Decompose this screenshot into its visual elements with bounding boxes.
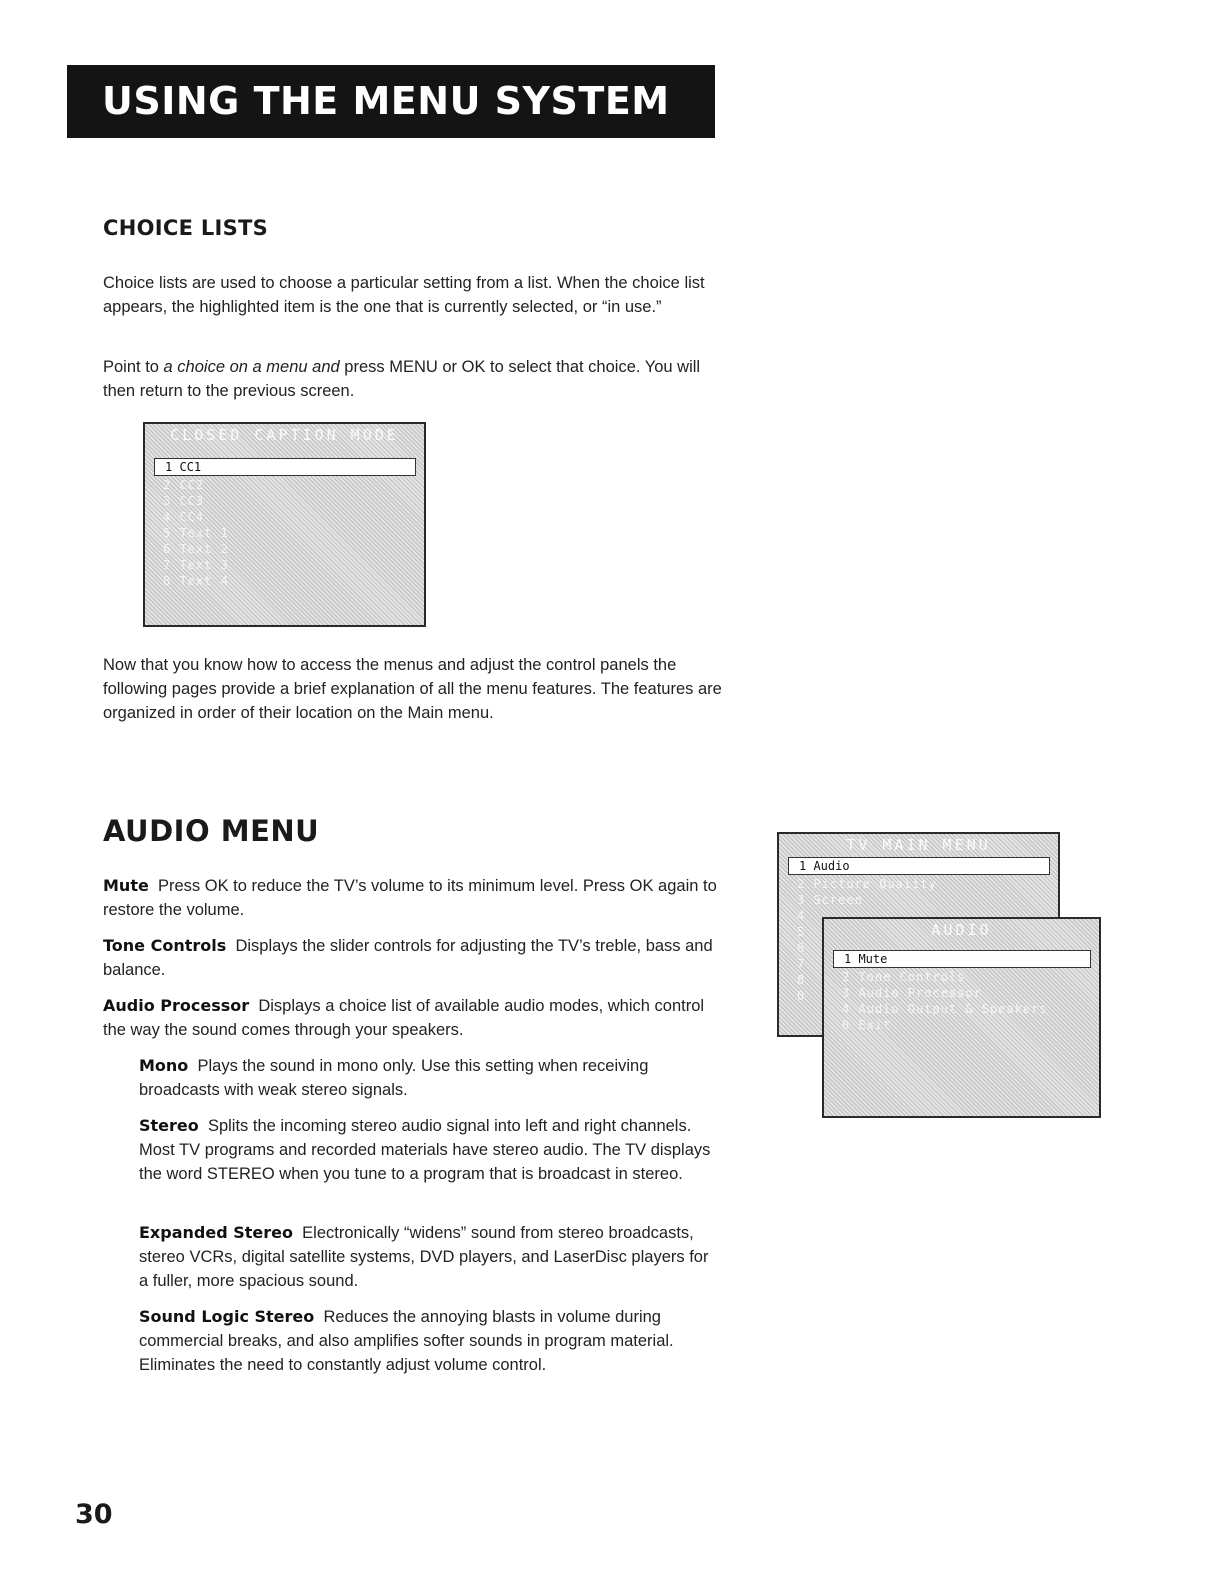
audio-submenu-screen bbox=[822, 917, 1101, 1118]
term-label: Expanded Stereo bbox=[139, 1223, 293, 1242]
audio-screen-option[interactable]: 4 Audio Output & Speakers bbox=[842, 1002, 1048, 1016]
audio-screen-option[interactable]: 3 Audio Processor bbox=[842, 986, 982, 1000]
main-menu-option[interactable]: 8 bbox=[797, 973, 806, 987]
main-menu-title: TV MAIN MENU bbox=[846, 836, 991, 854]
audio-sub-stereo bbox=[139, 1114, 719, 1186]
cc-option[interactable]: 2 CC2 bbox=[163, 478, 205, 492]
term-label: Tone Controls bbox=[103, 936, 227, 955]
closed-caption-screen bbox=[143, 422, 426, 627]
audio-item-mute bbox=[103, 874, 723, 922]
para2-italic: a choice on a menu and bbox=[163, 358, 340, 376]
main-menu-option[interactable]: 0 bbox=[797, 989, 806, 1003]
audio-item-tone-controls bbox=[103, 934, 723, 982]
cc-option[interactable]: 6 Text 2 bbox=[163, 542, 229, 556]
cc-selected-item[interactable]: 1 CC1 bbox=[154, 458, 416, 476]
audio-sub-mono bbox=[139, 1054, 719, 1102]
main-menu-option[interactable]: 2 Picture Quality bbox=[797, 877, 937, 891]
term-label: Mute bbox=[103, 876, 149, 895]
cc-option[interactable]: 5 Text 1 bbox=[163, 526, 229, 540]
page-number: 30 bbox=[75, 1499, 113, 1530]
para2-start: Point to bbox=[103, 358, 164, 376]
main-menu-option[interactable]: 3 Screen bbox=[797, 893, 863, 907]
choice-lists-para1: Choice lists are used to choose a particular setting from a list. When the choice list appears, the highlighted item is the one that is currently selected, or “in use.” bbox=[103, 274, 705, 316]
cc-option[interactable]: 3 CC3 bbox=[163, 494, 205, 508]
audio-sub-expanded-stereo bbox=[139, 1221, 719, 1293]
cc-option[interactable]: 7 Text 3 bbox=[163, 558, 229, 572]
term-text: Press OK to reduce the TV’s volume to its minimum level. Press OK again to restore the volume. bbox=[103, 877, 717, 919]
term-label: Sound Logic Stereo bbox=[139, 1307, 315, 1326]
term-text: Reduces the annoying blasts in volume during commercial breaks, and also amplifies softer sounds in program material. Eliminates the need to constantly adjust volume control. bbox=[139, 1308, 674, 1374]
term-text: Splits the incoming stereo audio signal into left and right channels. Most TV programs and recorded materials have stereo audio. The TV displays the word STEREO when you tune to a program that is broadcast in stereo. bbox=[139, 1117, 711, 1183]
audio-screen-option[interactable]: 0 Exit bbox=[842, 1018, 892, 1032]
term-label: Mono bbox=[139, 1056, 189, 1075]
cc-screen-title: CLOSED CAPTION MODE bbox=[170, 426, 399, 444]
cc-option[interactable]: 4 CC4 bbox=[163, 510, 205, 524]
term-text: Plays the sound in mono only. Use this setting when receiving broadcasts with weak stereo signals. bbox=[139, 1057, 649, 1099]
audio-screen-selected-item[interactable]: 1 Mute bbox=[833, 950, 1091, 968]
main-menu-option[interactable]: 4 bbox=[797, 909, 806, 923]
term-text: Displays the slider controls for adjusting the TV’s treble, bass and balance. bbox=[103, 937, 713, 979]
main-menu-option[interactable]: 5 bbox=[797, 925, 806, 939]
choice-lists-para2 bbox=[103, 355, 723, 403]
main-menu-option[interactable]: 7 bbox=[797, 957, 806, 971]
main-menu-option[interactable]: 6 bbox=[797, 941, 806, 955]
cc-option[interactable]: 8 Text 4 bbox=[163, 574, 229, 588]
page-banner: USING THE MENU SYSTEM bbox=[67, 65, 715, 138]
choice-lists-heading: CHOICE LISTS bbox=[103, 216, 269, 240]
audio-screen-option[interactable]: 2 Tone Controls bbox=[842, 970, 966, 984]
term-text: Electronically “widens” sound from stereo broadcasts, stereo VCRs, digital satellite systems, DVD players, and LaserDisc players for a fuller, more spacious sound. bbox=[139, 1224, 709, 1290]
term-label: Stereo bbox=[139, 1116, 199, 1135]
main-menu-selected-item[interactable]: 1 Audio bbox=[788, 857, 1050, 875]
term-label: Audio Processor bbox=[103, 996, 250, 1015]
para2-end: press MENU or OK to select that choice. You will then return to the previous screen. bbox=[103, 358, 701, 400]
choice-lists-para3: Now that you know how to access the menus and adjust the control panels the following pages provide a brief explanation of all the menu features. The features are organized in order of their location on the Main menu. bbox=[103, 656, 722, 722]
audio-screen-title: AUDIO bbox=[931, 921, 992, 939]
term-text: Displays a choice list of available audio modes, which control the way the sound comes through your speakers. bbox=[103, 997, 705, 1039]
audio-item-audio-processor bbox=[103, 994, 723, 1042]
audio-menu-heading: AUDIO MENU bbox=[103, 814, 320, 848]
audio-sub-sound-logic-stereo bbox=[139, 1305, 719, 1377]
